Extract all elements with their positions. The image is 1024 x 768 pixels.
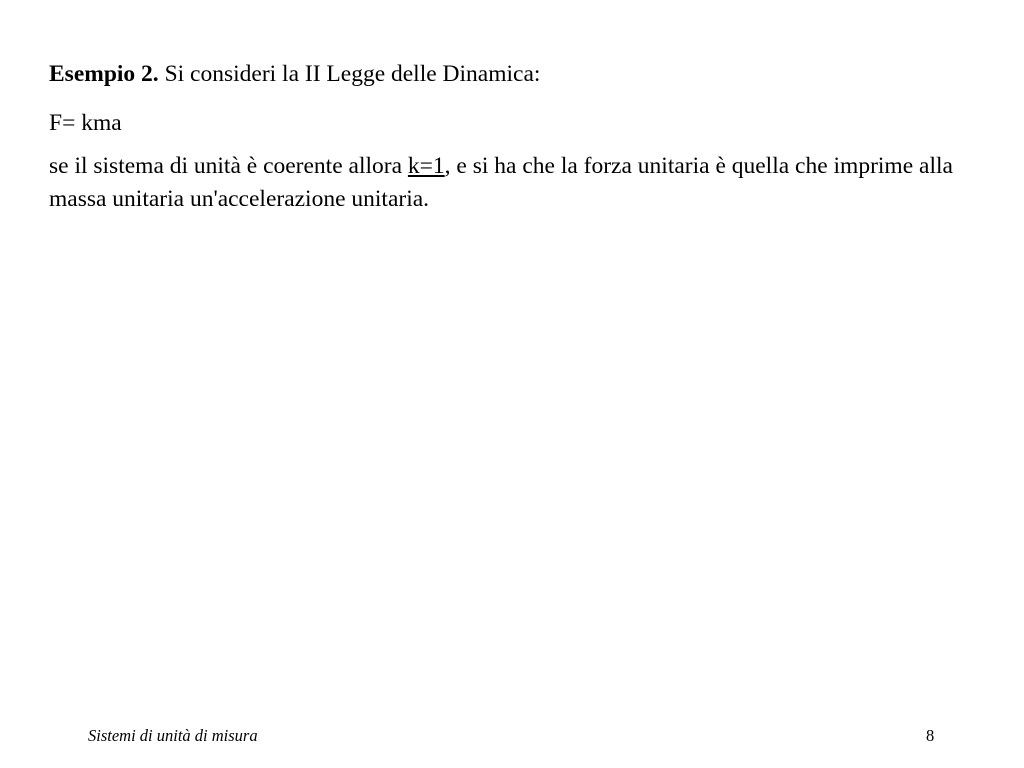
k-equals-one: k=1 — [407, 153, 445, 179]
slide-footer — [0, 720, 1024, 750]
explanation-text-start: se il sistema di unità è coerente allora — [49, 153, 408, 179]
example-heading — [49, 58, 979, 91]
formula: F= kma — [49, 110, 122, 136]
slide-body — [49, 58, 979, 232]
example-label: Esempio 2. — [49, 61, 159, 87]
page-number: 8 — [926, 726, 935, 745]
explanation-text-end: , e si ha che la forza unitaria è quella che imprime alla massa unitaria un'accelerazione unitaria. — [49, 153, 953, 212]
example-intro-text: Si consideri la II Legge delle Dinamica: — [158, 61, 541, 87]
explanation-paragraph — [49, 150, 979, 216]
footer-title: Sistemi di unità di misura — [88, 726, 258, 745]
